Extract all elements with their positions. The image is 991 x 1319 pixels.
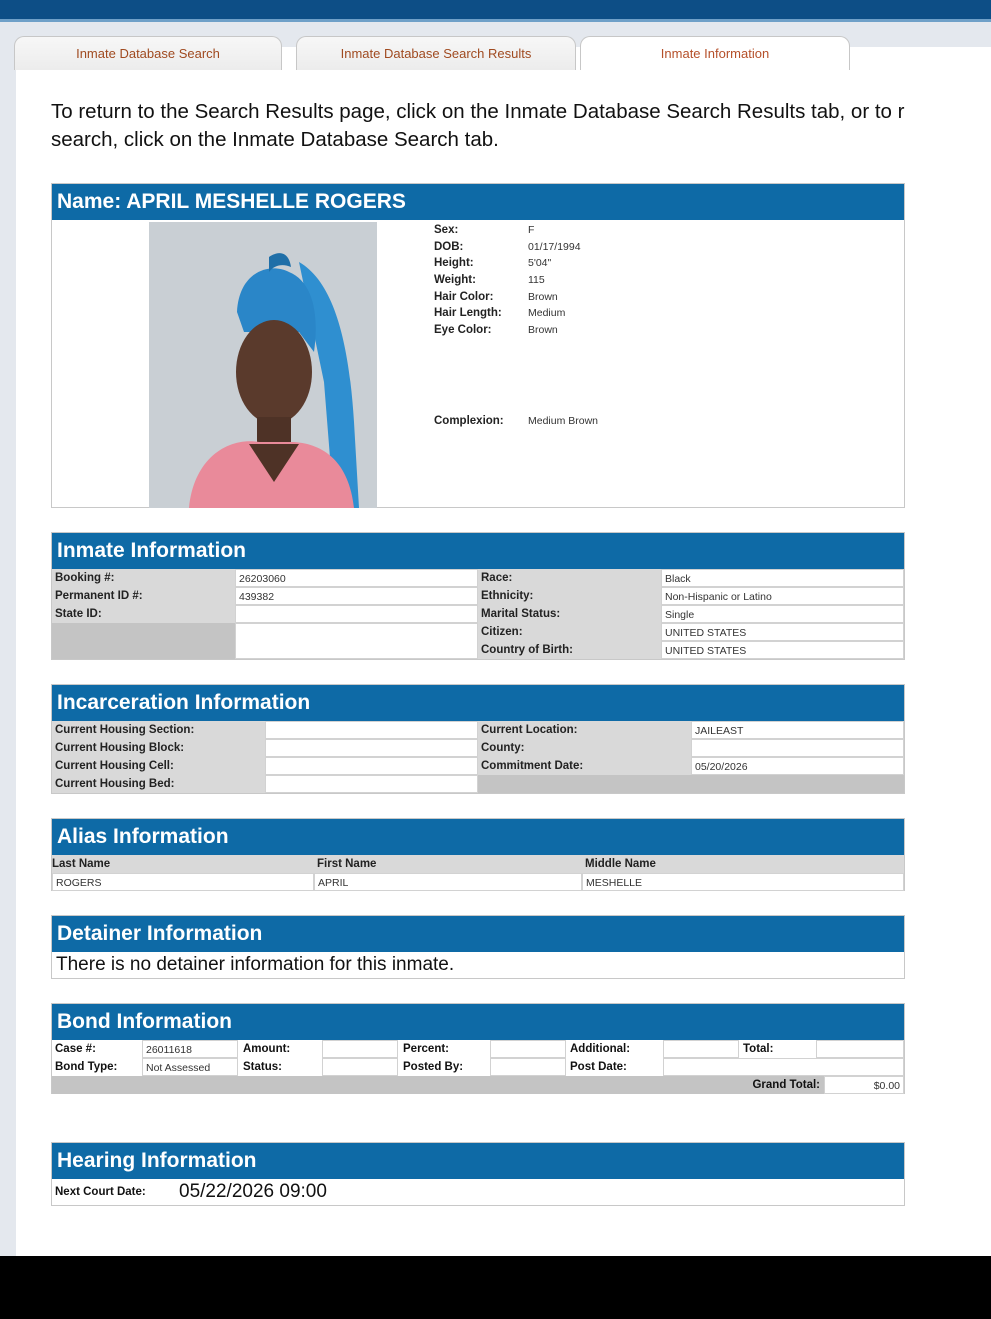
housing-block-label: Current Housing Block:	[52, 739, 265, 757]
detail-row	[434, 222, 581, 239]
status-label: Status:	[243, 1061, 282, 1073]
bond-title: Bond Information	[52, 1004, 904, 1040]
booking-value: 26203060	[235, 569, 478, 587]
post-date-value	[663, 1058, 904, 1076]
hearing-panel	[51, 1142, 905, 1206]
detail-row	[434, 239, 581, 256]
detail-row	[434, 272, 581, 289]
detail-value: 01/17/1994	[528, 240, 581, 253]
country-of-birth-label: Country of Birth:	[478, 641, 661, 659]
housing-cell-value	[265, 757, 478, 775]
marital-status-label: Marital Status:	[478, 605, 661, 623]
state-id-empty	[235, 623, 478, 659]
detail-row	[434, 305, 581, 322]
intro-text	[51, 98, 991, 154]
housing-section-label: Current Housing Section:	[52, 721, 265, 739]
detail-row	[434, 289, 581, 306]
bond-type-label: Bond Type:	[55, 1061, 118, 1073]
detail-value: F	[528, 224, 535, 236]
alias-middle-name: MESHELLE	[582, 873, 904, 891]
incarceration-title: Incarceration Information	[52, 685, 904, 721]
browser-top-bar	[0, 0, 991, 22]
tab-bar	[14, 36, 991, 70]
inmate-info-title: Inmate Information	[52, 533, 904, 569]
grand-total-label: Grand Total:	[752, 1079, 820, 1091]
detail-label: Hair Color:	[434, 290, 494, 303]
detail-value: Brown	[528, 324, 558, 337]
marital-status-value: Single	[661, 605, 904, 623]
tab-inmate-database-search-results[interactable]: Inmate Database Search Results	[296, 36, 576, 70]
percent-label: Percent:	[403, 1043, 450, 1055]
booking-label: Booking #:	[52, 569, 235, 587]
detail-value: Brown	[528, 290, 558, 303]
housing-cell-label: Current Housing Cell:	[52, 757, 265, 775]
tab-inmate-information[interactable]: Inmate Information	[580, 36, 850, 70]
tab-inmate-database-search[interactable]: Inmate Database Search	[14, 36, 282, 70]
ethnicity-label: Ethnicity:	[478, 587, 661, 605]
grand-total-value: $0.00	[824, 1076, 904, 1094]
intro-line-2: search, click on the Inmate Database Search tab.	[51, 128, 499, 151]
current-location-label: Current Location:	[478, 721, 691, 739]
alias-panel	[51, 818, 905, 891]
detail-label: Eye Color:	[434, 324, 492, 337]
alias-header-first: First Name	[314, 855, 582, 873]
detail-row	[434, 322, 581, 339]
hearing-title: Hearing Information	[52, 1143, 904, 1179]
total-label: Total:	[743, 1043, 774, 1055]
detail-row	[434, 255, 581, 272]
housing-section-value	[265, 721, 478, 739]
bond-panel	[51, 1003, 905, 1094]
bottom-letterbox	[0, 1256, 991, 1319]
additional-value	[663, 1040, 739, 1058]
percent-value	[490, 1040, 566, 1058]
alias-title: Alias Information	[52, 819, 904, 855]
housing-bed-value	[265, 775, 478, 793]
state-id-label: State ID:	[52, 605, 235, 623]
detail-label: Sex:	[434, 224, 459, 236]
county-label: County:	[478, 739, 691, 757]
mugshot-image	[149, 222, 377, 508]
alias-last-name: ROGERS	[52, 873, 314, 891]
complexion-row	[434, 413, 598, 430]
name-panel	[51, 183, 905, 508]
physical-details	[434, 222, 581, 339]
alias-header-last: Last Name	[52, 855, 314, 873]
state-id-value	[235, 605, 478, 623]
citizen-label: Citizen:	[478, 623, 661, 641]
status-value	[322, 1058, 398, 1076]
country-of-birth-value: UNITED STATES	[661, 641, 904, 659]
incarceration-filler	[478, 775, 904, 793]
inmate-info-filler	[52, 623, 235, 659]
inmate-info-grid	[52, 569, 904, 659]
race-value: Black	[661, 569, 904, 587]
posted-by-value	[490, 1058, 566, 1076]
additional-label: Additional:	[570, 1043, 631, 1055]
bond-grid	[52, 1040, 904, 1094]
complexion-label: Complexion:	[434, 415, 504, 427]
bond-type-value: Not Assessed	[142, 1058, 238, 1076]
detail-label: DOB:	[434, 240, 464, 253]
detainer-title: Detainer Information	[52, 916, 904, 952]
detail-label: Height:	[434, 257, 474, 270]
inmate-info-panel	[51, 532, 905, 660]
commitment-date-label: Commitment Date:	[478, 757, 691, 775]
detainer-text: There is no detainer information for this inmate.	[56, 954, 455, 975]
housing-bed-label: Current Housing Bed:	[52, 775, 265, 793]
post-date-label: Post Date:	[570, 1061, 627, 1073]
current-location-value: JAILEAST	[691, 721, 904, 739]
incarceration-panel	[51, 684, 905, 794]
total-value	[816, 1040, 904, 1058]
ethnicity-value: Non-Hispanic or Latino	[661, 587, 904, 605]
amount-label: Amount:	[243, 1043, 291, 1055]
case-label: Case #:	[55, 1043, 96, 1055]
alias-header-middle: Middle Name	[582, 855, 904, 873]
detainer-panel	[51, 915, 905, 979]
detail-value: 5'04"	[528, 257, 552, 270]
housing-block-value	[265, 739, 478, 757]
county-value	[691, 739, 904, 757]
permanent-id-value: 439382	[235, 587, 478, 605]
alias-first-name: APRIL	[314, 873, 582, 891]
detail-value: Medium	[528, 307, 566, 320]
race-label: Race:	[478, 569, 661, 587]
permanent-id-label: Permanent ID #:	[52, 587, 235, 605]
citizen-value: UNITED STATES	[661, 623, 904, 641]
next-court-value: 05/22/2026 09:00	[179, 1181, 327, 1202]
alias-grid	[52, 855, 904, 891]
detail-label: Weight:	[434, 274, 476, 287]
next-court-label: Next Court Date:	[55, 1186, 146, 1198]
detail-value: 115	[528, 274, 545, 287]
amount-value	[322, 1040, 398, 1058]
case-value: 26011618	[142, 1040, 238, 1058]
incarceration-grid	[52, 721, 904, 793]
inmate-photo	[149, 222, 377, 508]
intro-line-1: To return to the Search Results page, click on the Inmate Database Search Results tab, or to r	[51, 100, 905, 123]
next-court-row	[52, 1179, 904, 1205]
complexion-value: Medium Brown	[528, 415, 599, 427]
detail-label: Hair Length:	[434, 307, 502, 320]
commitment-date-value: 05/20/2026	[691, 757, 904, 775]
posted-by-label: Posted By:	[403, 1061, 464, 1073]
name-title: Name: APRIL MESHELLE ROGERS	[52, 184, 904, 220]
